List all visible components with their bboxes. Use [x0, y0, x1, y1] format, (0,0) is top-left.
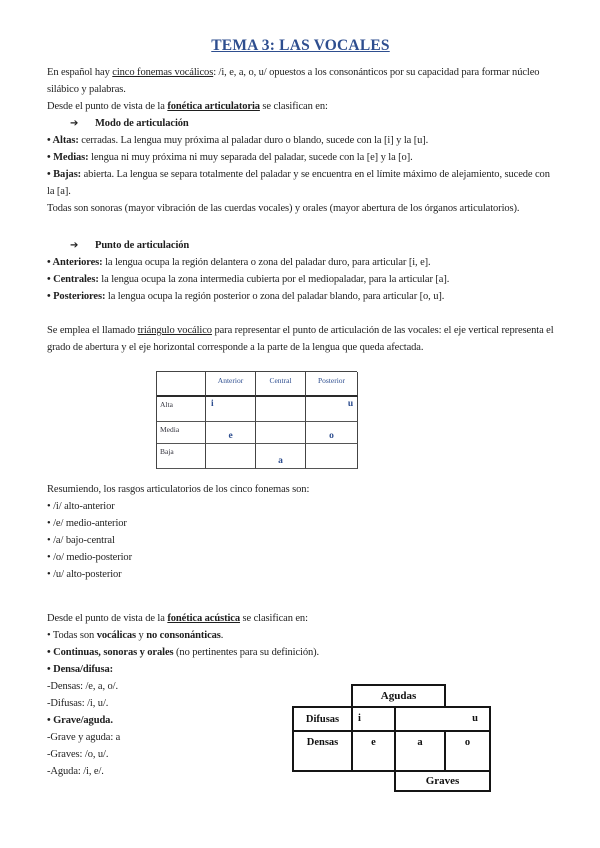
cell-media-posterior [306, 422, 358, 444]
punto-item-text: la lengua ocupa la región delantera o zona del paladar duro, para articular [i, e]. [102, 257, 431, 268]
acustica-intro-pre: Desde el punto de vista de la [47, 613, 168, 624]
vowel-e: e [228, 431, 233, 441]
agudas-span-cell: Agudas [351, 684, 446, 708]
densas-item: -Densas: /e, a, o/. [47, 681, 118, 692]
modo-note: Todas son sonoras (mayor vibración de las cuerdas vocales) y orales (mayor abertura de los órganos articulatorios). [47, 203, 520, 214]
col-header-central: Central [256, 372, 306, 397]
acustica-intro-post: se clasifican en: [240, 613, 308, 624]
triangulo-term: triángulo vocálico [137, 325, 212, 336]
vowel-o: o [329, 431, 334, 441]
modo-item-text: abierta. La lengua se separa totalmente del paladar y se encuentra en el límite máximo de alejamiento, sucede con la [a]. [47, 169, 550, 197]
punto-item-centrales [47, 271, 554, 288]
articulatoria-post: se clasifican en: [259, 101, 328, 112]
vowel-a: a [278, 456, 283, 466]
articulatoria-term: fonética articulatoria [167, 101, 260, 112]
cell-densas-o: o [444, 730, 491, 772]
resumen-heading: Resumiendo, los rasgos articulatorios de los cinco fonemas son: [47, 484, 310, 495]
cell-alta-anterior [206, 397, 256, 422]
graves-item: -Graves: /o, u/. [47, 749, 109, 760]
cell-alta-central [256, 397, 306, 422]
row-header-media: Media [157, 422, 206, 444]
cell-baja-posterior [306, 444, 358, 469]
intro-paragraph [47, 64, 554, 98]
cell-baja-anterior [206, 444, 256, 469]
modo-item-bajas [47, 166, 554, 200]
text-segment: . [220, 630, 224, 641]
aguda-item: -Aguda: /i, e/. [47, 766, 104, 777]
cell-densas-e: e [351, 730, 396, 772]
modo-item-label: • Altas: [47, 135, 79, 146]
modo-item-medias [47, 149, 554, 166]
densas-row-label: Densas [292, 730, 353, 772]
modo-heading-label: Modo de articulación [95, 118, 189, 129]
grave-aguda-item: -Grave y aguda: a [47, 732, 121, 743]
punto-item-label: • Posteriores: [47, 291, 106, 302]
bold-term: • Continuas, sonoras y orales [47, 647, 174, 658]
text-segment: • Todas son [47, 630, 97, 641]
intro-underlined-term: cinco fonemas vocálicos [112, 67, 214, 78]
triangulo-post: para representar el punto de articulación de las vocales: el eje vertical representa el grado de abertura y el eje horizontal corresponde a la parte de la lengua que queda afectada. [47, 325, 554, 353]
modo-item-label: • Medias: [47, 152, 89, 163]
arrow-icon: ➔ [70, 240, 79, 251]
corner-cell [157, 372, 206, 397]
cell-media-central [256, 422, 306, 444]
vowel-u: u [347, 399, 353, 409]
punto-item-anteriores [47, 254, 554, 271]
resumen-item: • /e/ medio-anterior [47, 518, 127, 529]
cell-densas-a: a [394, 730, 446, 772]
cell-media-anterior [206, 422, 256, 444]
modo-item-text: lengua ni muy próxima ni muy separada del paladar, sucede con la [e] y la [o]. [88, 152, 413, 163]
acoustic-feature-table [292, 684, 491, 792]
articulatoria-pre: Desde el punto de vista de la [47, 101, 168, 112]
punto-item-posteriores [47, 288, 554, 305]
articulatoria-intro [47, 98, 554, 115]
modo-item-altas [47, 132, 554, 149]
bold-term: no consonánticas [146, 630, 221, 641]
bold-term: vocálicas [96, 630, 137, 641]
modo-item-label: • Bajas: [47, 169, 82, 180]
spacer [47, 217, 554, 237]
arrow-icon: ➔ [70, 118, 79, 129]
punto-heading [47, 237, 554, 254]
triangulo-paragraph [47, 322, 554, 356]
spacer [47, 305, 554, 322]
punto-item-text: la lengua ocupa la región posterior o zona del paladar blando, para articular [o, u]. [105, 291, 445, 302]
difusas-item: -Difusas: /i, u/. [47, 698, 109, 709]
cell-difusas-i: i [351, 706, 396, 732]
col-header-anterior: Anterior [206, 372, 256, 397]
punto-item-text: la lengua ocupa la zona intermedia cubierta por el mediopaladar, para la articular [a]. [98, 274, 450, 285]
resumen-item: • /a/ bajo-central [47, 535, 115, 546]
acustica-item-continuas [47, 644, 554, 661]
acoustic-section [47, 610, 554, 802]
graves-span-cell: Graves [394, 770, 491, 792]
densa-difusa-heading: • Densa/difusa: [47, 664, 114, 675]
cell-baja-central [256, 444, 306, 469]
spacer [47, 583, 554, 600]
intro-text-cont: : /i, e, a, o, u/ opuestos a los consonánticos por su capacidad para formar núcleo silábico y palabras. [47, 67, 540, 95]
grave-aguda-heading: • Grave/aguda. [47, 715, 113, 726]
difusas-row-label: Difusas [292, 706, 353, 732]
vowel-triangle-table [156, 371, 357, 469]
vowel-i: i [211, 399, 214, 409]
resumen-item: • /u/ alto-posterior [47, 569, 122, 580]
cell-difusas-u: u [394, 706, 491, 732]
acustica-item-vocalicas [47, 627, 554, 644]
acustica-term: fonética acústica [167, 613, 241, 624]
row-header-baja: Baja [157, 444, 206, 469]
resumen-item: • /o/ medio-posterior [47, 552, 132, 563]
acustica-intro [47, 610, 554, 627]
page-title: TEMA 3: LAS VOCALES [211, 37, 390, 54]
punto-item-label: • Centrales: [47, 274, 99, 285]
resumen-item: • /i/ alto-anterior [47, 501, 115, 512]
page-content [47, 36, 554, 802]
text-segment: (no pertinentes para su definición). [173, 647, 320, 658]
modo-heading [47, 115, 554, 132]
text-segment: y [136, 630, 147, 641]
punto-item-label: • Anteriores: [47, 257, 103, 268]
cell-alta-posterior [306, 397, 358, 422]
intro-text: En español hay [47, 67, 113, 78]
punto-heading-label: Punto de articulación [95, 240, 190, 251]
row-header-alta: Alta [157, 397, 206, 422]
modo-item-text: cerradas. La lengua muy próxima al paladar duro o blando, sucede con la [i] y la [u]. [78, 135, 429, 146]
triangulo-pre: Se emplea el llamado [47, 325, 138, 336]
col-header-posterior: Posterior [306, 372, 358, 397]
